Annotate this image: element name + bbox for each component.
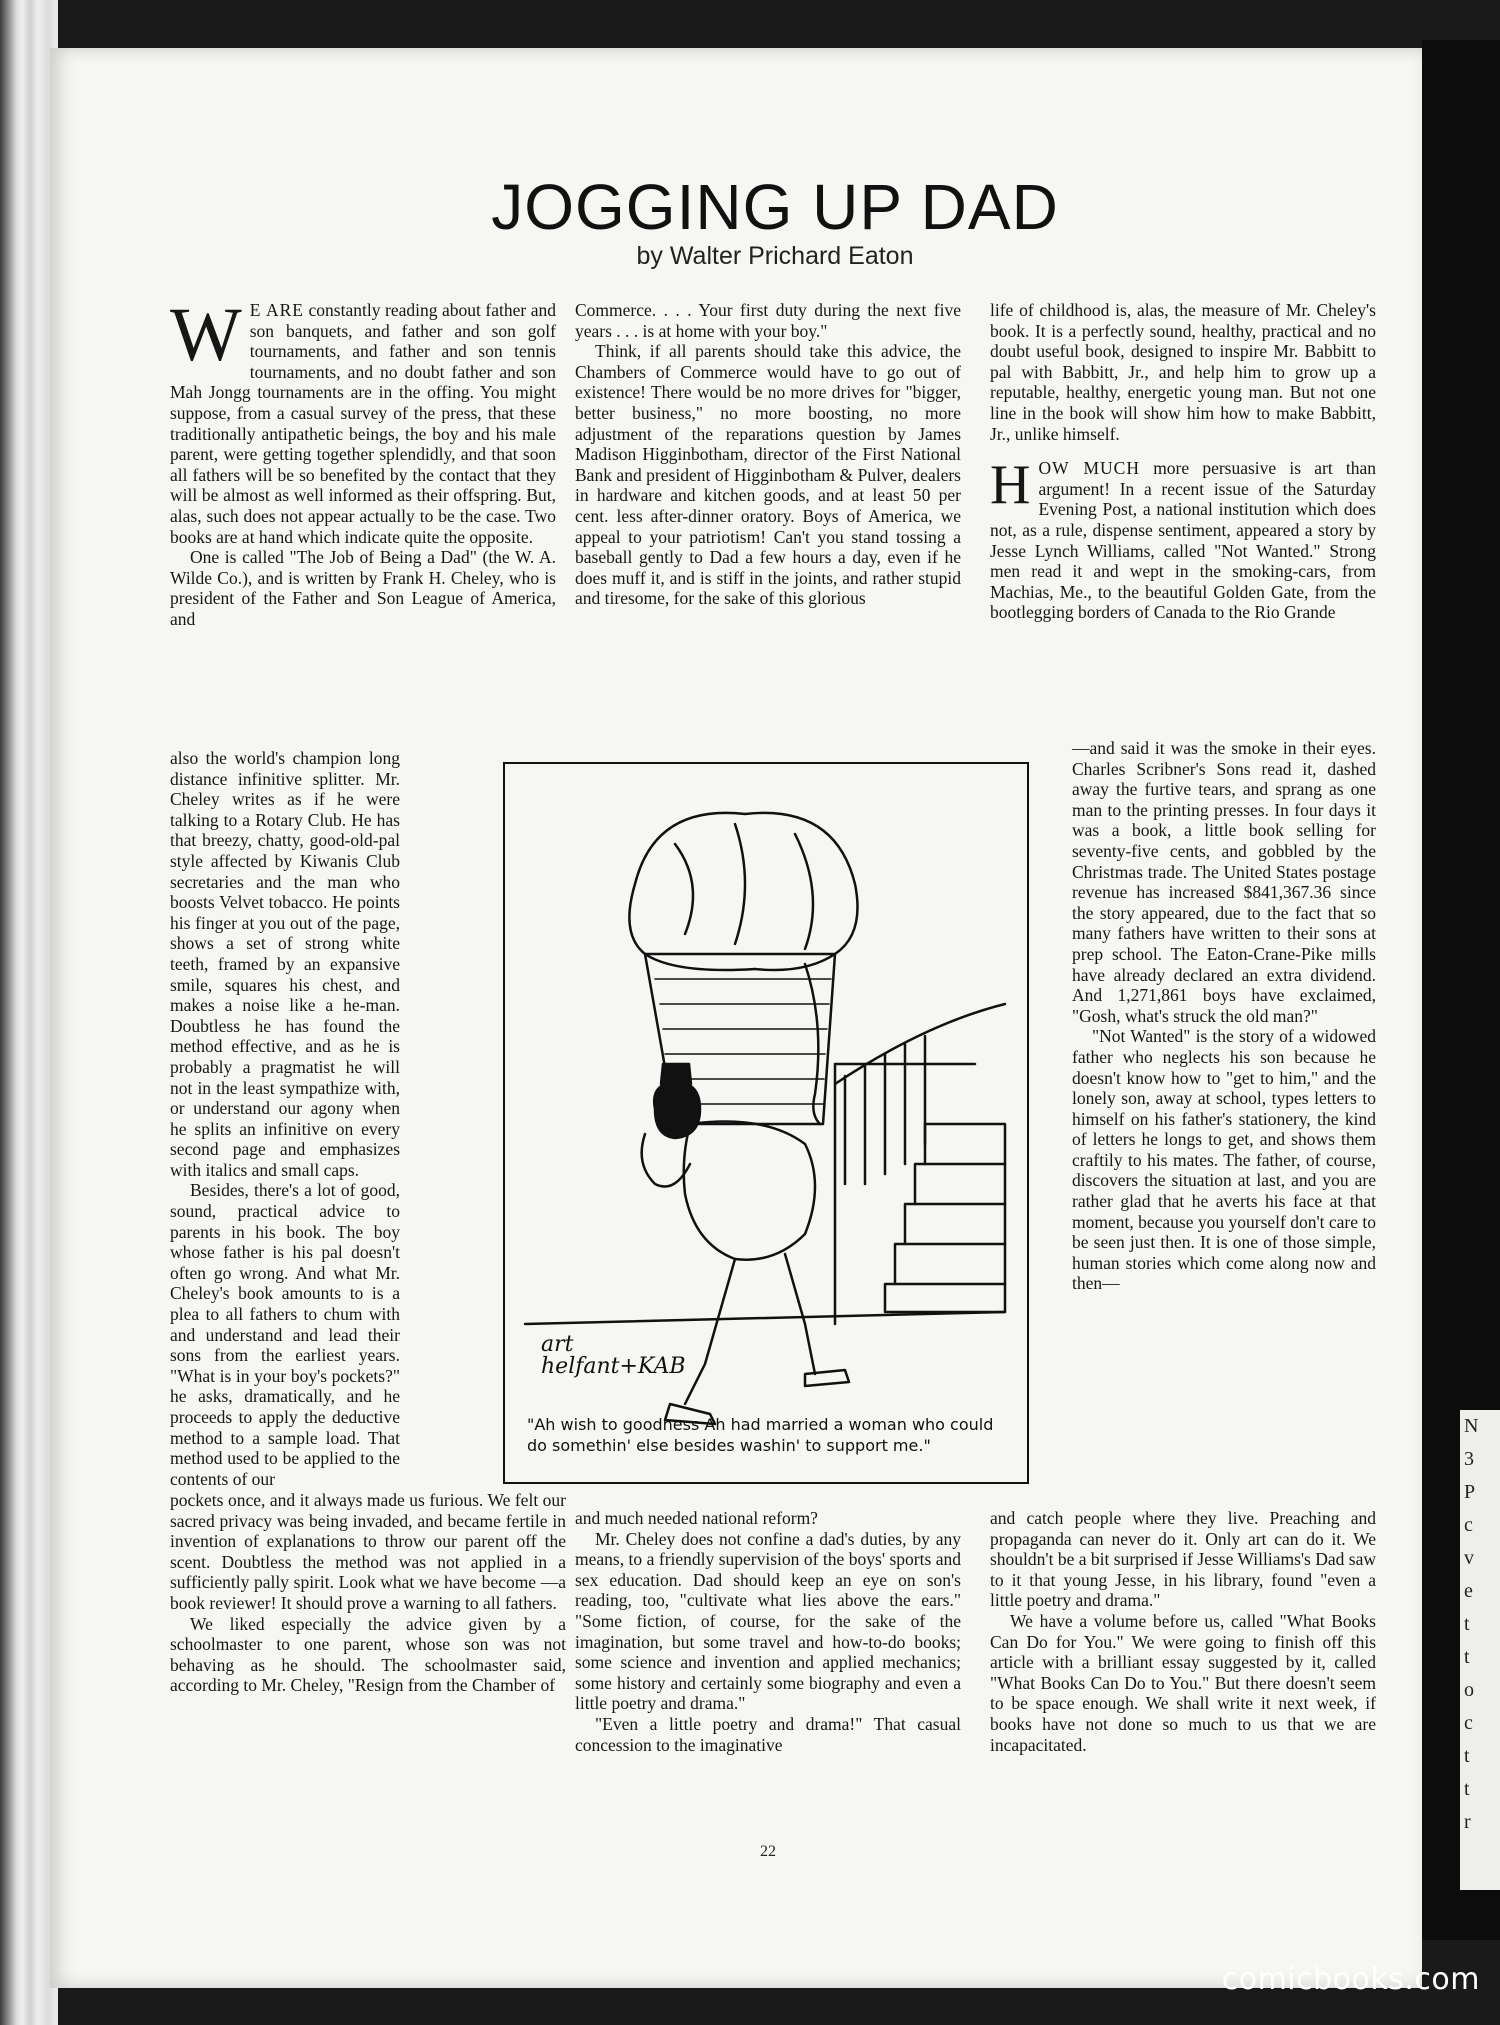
adjacent-page-edge — [1460, 1410, 1500, 1890]
leg-left — [685, 1259, 735, 1404]
edge-letter: e — [1464, 1580, 1473, 1602]
watermark: comicbooks.com — [1221, 1962, 1480, 1997]
floor-line — [525, 1312, 1005, 1324]
stair-step-1 — [885, 1284, 1005, 1312]
lead-in-2: OW MUCH — [1038, 458, 1140, 479]
edge-letter: v — [1464, 1547, 1474, 1569]
laundry-dangling — [805, 964, 820, 1124]
edge-letter: o — [1464, 1679, 1474, 1701]
laundry-bundle — [629, 813, 857, 970]
page-number: 22 — [760, 1843, 776, 1860]
cartoon-illustration — [503, 762, 1029, 1484]
edge-letter: t — [1464, 1778, 1470, 1800]
col2-paragraph-4: Mr. Cheley does not confine a dad's duties, by any means, to a friendly supervision of the boys' sports and sex education. Dad should keep an eye on son's reading, too, "cultivate what lies above the ears." "Some fiction, of course, for the sake of the imagination, but some travel and how-to-do books; some science and invention and applied mechanics; some history and certainly some biography and even a little poetry and drama." — [575, 1528, 961, 1714]
lead-in: E ARE — [249, 300, 304, 320]
column-2-top — [575, 300, 961, 609]
col3-paragraph-2-continued: —and said it was the smoke in their eyes. Charles Scribner's Sons read it, dashed away the furtive tears, and sprang as one man to the printing presses. In four days it was a book, a little book selling for seventy-five cents, and gobbled by the Christmas trade. The United States postage revenue has increased $841,367.36 since the story appeared, due to the fact that so many fathers have written to their sons at prep school. The Eaton-Crane-Pike mills have already declared an extra dividend. And 1,271,861 boys have exclaimed, "Gosh, what's struck the old man?" — [1072, 738, 1376, 1026]
col3-paragraph-2 — [990, 454, 1377, 623]
edge-letter: t — [1464, 1745, 1470, 1767]
paragraph-1-text: constantly reading about father and son banquets, and father and son golf tournaments, and father and son tennis tournaments, and no doubt father and son Mah Jongg tournaments are in the offing. You might suppose, from a casual survey of the press, that these traditionally antipathetic beings, the boy and his male parent, were getting together splendidly, and that soon all fathers will be so benefited by the contact that they will be almost as well informed as their offspring. But, alas, such does not appear actually to be the case. Two books are at hand which indicate quite the opposite. — [170, 300, 557, 547]
edge-letter: c — [1464, 1514, 1473, 1536]
edge-letter: N — [1464, 1415, 1479, 1437]
laundry-folds — [675, 824, 813, 949]
leg-right — [785, 1254, 815, 1374]
stair-step-3 — [905, 1204, 1005, 1244]
edge-letter: t — [1464, 1646, 1470, 1668]
banister-spindles — [845, 1036, 925, 1184]
stair-step-2 — [895, 1244, 1005, 1284]
paragraph-2-continued: also the world's champion long distance infinitive splitter. Mr. Cheley writes as if he were talking to a Rotary Club. He has that breezy, chatty, good-old-pal style affected by Kiwanis Club secretaries and the man who boosts Velvet tobacco. He points his finger at you out of the page, shows a set of strong white teeth, framed by an expansive smile, squares his chest, and makes a noise like a he-man. Doubtless he has found the method effective, and as he is probably a pragmatist he will not in the least sympathize with, or understand our agony when he splits an infinitive on every second page and emphasizes with italics and small caps. — [170, 748, 400, 1180]
col2-paragraph-2: Think, if all parents should take this advice, the Chambers of Commerce would have to go out of existence! There would be no more drives for "bigger, better business," no more boosting, no more adjustment of the reparations question by James Madison Higginbotham, director of the First National Bank and president of Higginbotham & Pulver, dealers in hardware and kitchen goods, and at least 50 per cent. less after-dinner oratory. Boys of America, we appeal to your patriotism! Can't you stand tossing a baseball gently to Dad a few hours a day, even if he does muff it, and is stiff in the joints, and rather stupid and tiresome, for the sake of this glorious — [575, 341, 961, 609]
stair-step-5 — [925, 1124, 1005, 1164]
column-3-bottom — [990, 1508, 1376, 1755]
drop-cap-2: H — [990, 454, 1031, 517]
col3-paragraph-3: "Not Wanted" is the story of a widowed father who neglects his son because he doesn't know how to "get to him," and the lonely son, away at school, types letters to himself on his father's stationery, the kind of letters he longs to get, and shows them craftily to his mates. The father, of course, discovers the situation at last, and you are rather glad that he averts his face at that moment, because you yourself don't care to be seen just then. It is one of those simple, human stories which come along now and then— — [1072, 1026, 1376, 1294]
col3-paragraph-2-text: more persuasive is art than argument! In a recent issue of the Saturday Evening Post, a national institution which does not, as a rule, dispense sentiment, appeared a story by Jesse Lynch Williams, called "Not Wanted." Strong men read it and wept in the smoking-cars, from Machias, Me., to the beautiful Golden Gate, from the bootlegging borders of Canada to the Rio Grande — [990, 458, 1377, 623]
col3-paragraph-1: life of childhood is, alas, the measure of Mr. Cheley's book. It is a perfectly sound, healthy, practical and no doubt useful book, designed to inspire Mr. Babbitt to pal with Babbitt, Jr., and help him to grow up a reputable, healthy, energetic young man. But not one line in the book will show him how to make Babbitt, Jr., unlike himself. — [990, 300, 1376, 444]
edge-letter: 3 — [1464, 1448, 1474, 1470]
banister — [835, 1004, 1005, 1084]
column-3-top — [990, 300, 1376, 623]
drop-cap: W — [170, 293, 242, 377]
edge-letter: r — [1464, 1811, 1471, 1833]
edge-letter: c — [1464, 1712, 1473, 1734]
cartoon-caption: "Ah wish to goodness Ah had married a woman who could do somethin' else besides washin' to support me." — [527, 1415, 994, 1455]
paragraph-2: One is called "The Job of Being a Dad" (the W. A. Wilde Co.), and is written by Frank H. Cheley, who is president of the Father and Son League of America, and — [170, 547, 556, 629]
fez-hat — [661, 1064, 691, 1084]
article-title: JOGGING UP DAD — [491, 171, 1059, 243]
paragraph-4: We liked especially the advice given by a schoolmaster to one parent, whose son was not behaving as he should. The schoolmaster said, according to Mr. Cheley, "Resign from the Chamber of — [170, 1613, 566, 1696]
paragraph-1 — [170, 293, 557, 547]
paragraph-3-continued: pockets once, and it always made us furious. We felt our sacred privacy was being invaded, and became fertile in invention of explanations to throw our parent off the scent. Doubtless the method was not applied in a sufficiently pally spirit. Look what we have become —a book reviewer! It should prove a warning to all fathers. — [170, 1490, 566, 1613]
col2-paragraph-5: "Even a little poetry and drama!" That casual concession to the imaginative — [575, 1713, 961, 1755]
signature-line-1: art — [541, 1332, 574, 1357]
column-2-bottom — [575, 1508, 961, 1755]
edge-letter: t — [1464, 1613, 1470, 1635]
column-1-middle — [170, 748, 400, 1489]
shoe-right — [805, 1370, 849, 1386]
column-1-bottom — [170, 1490, 566, 1696]
stair-step-4 — [915, 1164, 1005, 1204]
artist-signature — [541, 1334, 686, 1378]
article-byline: by Walter Prichard Eaton — [636, 242, 914, 270]
column-1-top — [170, 293, 557, 630]
edge-letter: P — [1464, 1481, 1476, 1503]
col3-paragraph-3-continued: and catch people where they live. Preaching and propaganda can never do it. Only art can do it. We shouldn't be a bit surprised if Jesse Williams's Dad saw to it that young Jesse, in his library, found "even a little poetry and drama." — [990, 1508, 1376, 1611]
col3-paragraph-4: We have a volume before us, called "What Books Can Do for You." We were going to finish off this article with a brilliant essay suggested by it, called "What Books Can Do to You." But there doesn't seem to be space enough. We shall write it next week, if books have not done so much to us that we are incapacitated. — [990, 1610, 1376, 1755]
torso — [684, 1122, 815, 1260]
signature-line-2: helfant+KAB — [541, 1354, 686, 1379]
col2-paragraph-1: Commerce. . . . Your first duty during the next five years . . . is at home with your boy." — [575, 300, 961, 341]
col2-paragraph-3: and much needed national reform? — [575, 1508, 818, 1528]
paragraph-3: Besides, there's a lot of good, sound, practical advice to parents in his book. The boy whose father is his pal doesn't often go wrong. And what Mr. Cheley's book amounts to is a plea to all fathers to chum with and understand and lead their sons from the earliest years. "What is in your boy's pockets?" he asks, dramatically, and he proceeds to apply the deductive method to a sample load. That method used to be applied to the contents of our — [170, 1180, 400, 1489]
head — [654, 1082, 700, 1138]
column-3-middle — [1072, 738, 1376, 1294]
